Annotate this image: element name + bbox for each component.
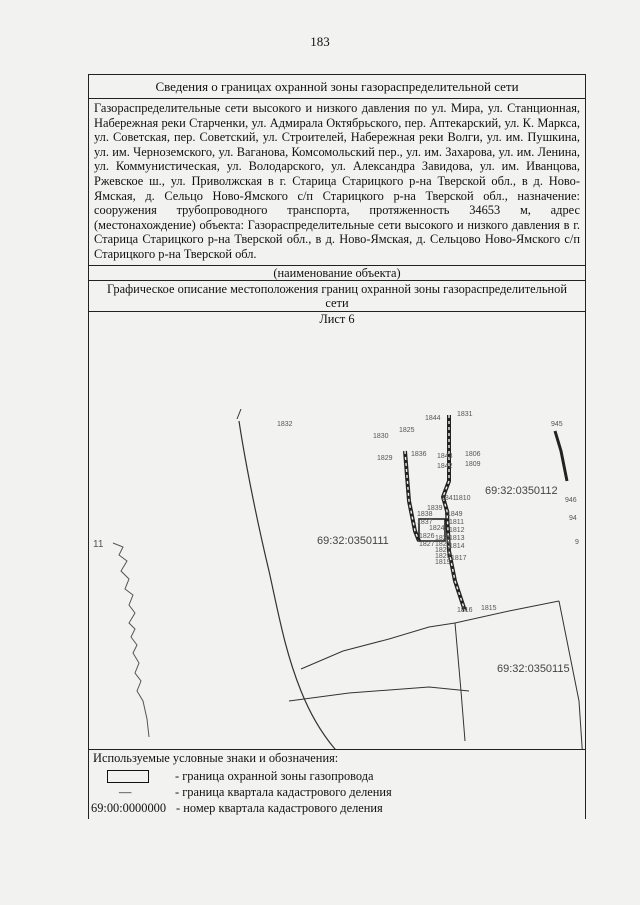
cadastral-block-label: 69:32:0350115 (497, 663, 570, 675)
point-label: 1844 (425, 415, 441, 422)
point-label: 9 (575, 539, 579, 546)
point-label: 945 (551, 421, 563, 428)
legend-item-text: - номер квартала кадастрового деления (176, 801, 383, 815)
point-label: 1809 (465, 461, 481, 468)
cadastral-block-label: 69:32:0350111 (317, 535, 389, 547)
object-caption: (наименование объекта) (89, 266, 585, 281)
point-label: 1831 (457, 411, 473, 418)
point-label: 1837 (417, 519, 433, 526)
legend-item-quarter-number (89, 800, 585, 816)
point-label: 1823 (435, 541, 451, 548)
point-label: 1841 (441, 495, 457, 502)
point-label: 1811 (449, 519, 465, 526)
point-label: 1836 (411, 451, 427, 458)
point-label: 1838 (417, 511, 433, 518)
point-label: 1815 (481, 605, 497, 612)
document-frame (88, 74, 586, 819)
point-label: 1843 (437, 453, 453, 460)
point-label: 1814 (449, 543, 465, 550)
point-label: 1813 (449, 535, 465, 542)
point-label: 11 (93, 539, 104, 550)
point-label: 1839 (427, 505, 443, 512)
point-label: 1810 (455, 495, 471, 502)
cadastral-block-label: 69:32:0350112 (485, 485, 558, 497)
legend-item-quarter-boundary (89, 784, 585, 800)
point-label: 1822 (435, 535, 451, 542)
point-label: 1826 (419, 533, 435, 540)
graphic-description-title: Графическое описание местоположения границ охранной зоны газораспределительной сети (89, 281, 585, 312)
protection-zone-symbol (107, 770, 149, 783)
point-label: 1820 (435, 553, 451, 560)
legend (89, 749, 585, 820)
legend-item-protection-zone (89, 768, 585, 784)
sheet-label: Лист 6 (319, 311, 355, 326)
page-number: 183 (310, 34, 330, 49)
point-label: 1832 (277, 421, 293, 428)
point-label: 1830 (373, 433, 389, 440)
point-label: 1842 (437, 463, 453, 470)
point-label: 1824 (429, 525, 445, 532)
legend-item-text: - граница квартала кадастрового деления (175, 785, 392, 799)
point-label: 1816 (457, 607, 473, 614)
point-label: 1829 (377, 455, 393, 462)
point-label: 1825 (399, 427, 415, 434)
point-label: 94 (569, 515, 577, 522)
legend-title: Используемые условные знаки и обозначения: (93, 751, 339, 765)
point-label: 1849 (447, 511, 463, 518)
point-label: 1821 (435, 547, 451, 554)
point-label: 1812 (449, 527, 465, 534)
point-label: 946 (565, 497, 577, 504)
point-label: 1806 (465, 451, 481, 458)
object-description: Газораспределительные сети высокого и низкого давления по ул. Мира, ул. Станционная, Набережная реки Старченки, ул. Адмирала Октябрьского, пер. Аптекарский, ул. К. Маркса, ул. Советская, пер. Советский, ул. Строителей, Набережная реки Волги, ул. им. Пушкина, ул. им. Черноземского, ул. Ваганова, Комсомольский пер., ул. им. Захарова, ул. им. Ленина, ул. Коммунистическая, ул. Володарского, ул. Александра Завидова, ул. им. Иванцова, Ржевское ш., ул. Приволжская в г. Старица Старицкого р-на Тверской обл., в д. Ново-Ямская, д. Сельцо Ново-Ямского с/п Старицкого р-на Тверской обл., назначение: сооружения трубопроводного транспорта, протяженность 34653 м, адрес (местонахождение) объекта: Газораспределительные сети высокого и низкого давления в г. Старица Старицкого р-на Тверской обл., в д. Ново-Ямская, д. Сельцово Ново-Ямского с/п Старицкого р-на Тверской обл. (89, 99, 585, 266)
point-label: 1819 (435, 559, 451, 566)
quarter-number-symbol: 69:00:0000000 (91, 801, 167, 815)
point-label: 1817 (451, 555, 467, 562)
section-title: Сведения о границах охранной зоны газораспределительной сети (89, 75, 585, 99)
point-label: 1827 (419, 541, 435, 548)
quarter-boundary-symbol: — (119, 785, 132, 799)
legend-item-text: - граница охранной зоны газопровода (175, 769, 374, 783)
